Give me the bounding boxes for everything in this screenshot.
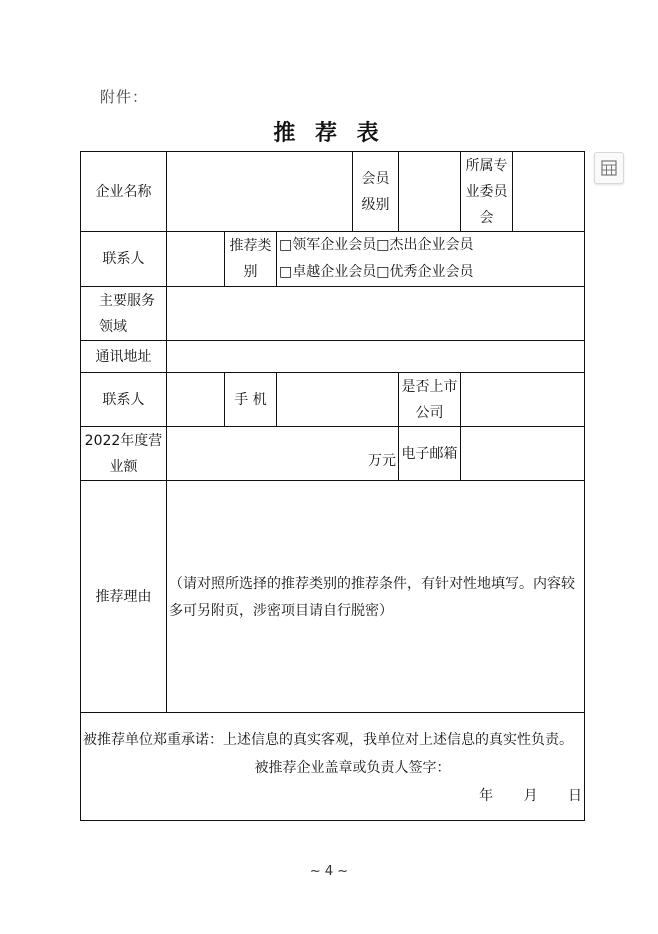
mobile-field[interactable]	[277, 373, 399, 427]
attachment-label: 附件：	[100, 88, 149, 106]
company-name-field[interactable]	[167, 152, 353, 232]
calculator-icon	[601, 160, 617, 176]
rec-category-label: 推荐类别	[225, 232, 277, 287]
row-contact-mobile	[81, 373, 585, 427]
email-field[interactable]	[461, 427, 585, 481]
email-label: 电子邮箱	[399, 427, 461, 481]
category-option-superior[interactable]: □优秀企业会员	[376, 264, 474, 280]
mobile-label: 手 机	[225, 373, 277, 427]
side-tool-button[interactable]	[594, 152, 624, 184]
recommendation-form-table	[80, 151, 585, 821]
form-title: 推 荐 表	[273, 121, 385, 146]
date-line	[83, 782, 582, 810]
date-day: 日	[568, 787, 583, 804]
pledge-cell	[81, 713, 585, 821]
row-reason	[81, 481, 585, 713]
committee-field[interactable]	[513, 152, 585, 232]
row-pledge	[81, 713, 585, 821]
reason-label: 推荐理由	[81, 481, 167, 713]
address-label: 通讯地址	[81, 341, 167, 373]
category-option-outstanding[interactable]: □杰出企业会员	[376, 237, 474, 253]
row-company	[81, 152, 585, 232]
category-option-excellent[interactable]: □卓越企业会员	[279, 264, 377, 280]
committee-label: 所属专业委员会	[461, 152, 513, 232]
listed-field[interactable]	[461, 373, 585, 427]
revenue-unit: 万元	[368, 453, 397, 469]
category-option-leading[interactable]: □领军企业会员	[279, 237, 377, 253]
contact2-label: 联系人	[81, 373, 167, 427]
listed-label: 是否上市公司	[399, 373, 461, 427]
member-level-field[interactable]	[399, 152, 461, 232]
revenue-field[interactable]	[167, 427, 399, 481]
member-level-label: 会员级别	[353, 152, 399, 232]
date-year: 年	[479, 787, 494, 804]
pledge-statement: 被推荐单位郑重承诺：上述信息的真实客观，我单位对上述信息的真实性负责。	[83, 731, 573, 748]
contact2-field[interactable]	[167, 373, 225, 427]
row-contact-category	[81, 232, 585, 287]
rec-category-options	[277, 232, 585, 287]
row-main-service	[81, 287, 585, 341]
row-revenue-email	[81, 427, 585, 481]
date-month: 月	[523, 787, 538, 804]
signature-line: 被推荐企业盖章或负责人签字：	[254, 759, 451, 776]
contact-field[interactable]	[167, 232, 225, 287]
address-field[interactable]	[167, 341, 585, 373]
revenue-label: 2022年度营业额	[81, 427, 167, 481]
reason-hint: （请对照所选择的推荐类别的推荐条件，有针对性地填写。内容较多可另附页，涉密项目请自行脱密）	[169, 576, 575, 619]
main-service-field[interactable]	[167, 287, 585, 341]
page-number: ~ 4 ~	[309, 864, 349, 879]
reason-field[interactable]	[167, 481, 585, 713]
company-name-label: 企业名称	[81, 152, 167, 232]
contact-label: 联系人	[81, 232, 167, 287]
row-address	[81, 341, 585, 373]
main-service-label: 主要服务领域	[81, 287, 167, 341]
